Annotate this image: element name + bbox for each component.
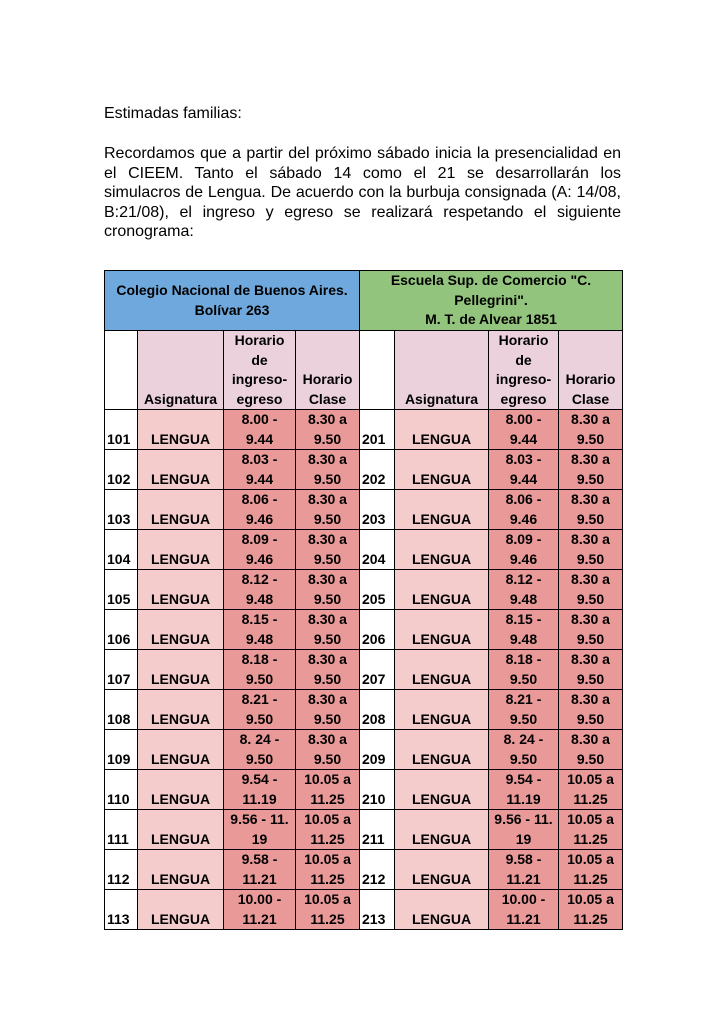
course-number-right: 207: [360, 650, 395, 690]
class-time-header-left: Horario Clase: [296, 331, 360, 410]
entry-time-cell-right: 8.12 - 9.48: [489, 570, 559, 610]
entry-time-cell-right: 8.06 - 9.46: [489, 490, 559, 530]
subject-cell-left: LENGUA: [138, 490, 224, 530]
class-time-cell-left: 8.30 a 9.50: [296, 410, 360, 450]
course-number-right: 202: [360, 450, 395, 490]
school-name-continued: Pellegrini".: [454, 291, 528, 308]
course-number-right: 210: [360, 770, 395, 810]
course-number-right: 213: [360, 890, 395, 930]
class-time-cell-right: 8.30 a 9.50: [559, 610, 623, 650]
number-header-right: [360, 331, 395, 410]
table-row: [105, 810, 623, 850]
course-number-left: 103: [105, 490, 138, 530]
greeting-text: Estimadas familias:: [104, 105, 242, 122]
subject-cell-left: LENGUA: [138, 450, 224, 490]
table-row: [105, 650, 623, 690]
table-row: [105, 490, 623, 530]
number-header-left: [105, 331, 138, 410]
table-row: [105, 530, 623, 570]
subject-cell-left: LENGUA: [138, 610, 224, 650]
subject-cell-left: LENGUA: [138, 530, 224, 570]
subject-cell-right: LENGUA: [395, 610, 489, 650]
subject-cell-left: LENGUA: [138, 810, 224, 850]
schedule-table: [104, 270, 623, 930]
subject-cell-left: LENGUA: [138, 650, 224, 690]
subject-cell-left: LENGUA: [138, 890, 224, 930]
course-number-right: 204: [360, 530, 395, 570]
school-address: Bolívar 263: [194, 301, 270, 318]
course-number-right: 206: [360, 610, 395, 650]
class-time-cell-left: 10.05 a 11.25: [296, 890, 360, 930]
course-number-left: 107: [105, 650, 138, 690]
course-number-left: 112: [105, 850, 138, 890]
course-number-left: 110: [105, 770, 138, 810]
subject-cell-right: LENGUA: [395, 810, 489, 850]
class-time-cell-left: 8.30 a 9.50: [296, 690, 360, 730]
subject-cell-left: LENGUA: [138, 570, 224, 610]
subject-cell-left: LENGUA: [138, 770, 224, 810]
subject-cell-right: LENGUA: [395, 730, 489, 770]
class-time-cell-left: 8.30 a 9.50: [296, 490, 360, 530]
class-time-cell-left: 8.30 a 9.50: [296, 570, 360, 610]
class-time-cell-left: 10.05 a 11.25: [296, 850, 360, 890]
subject-header-right: Asignatura: [395, 331, 489, 410]
subject-cell-right: LENGUA: [395, 770, 489, 810]
entry-time-cell-left: 8.06 - 9.46: [224, 490, 296, 530]
subject-header-left: Asignatura: [138, 331, 224, 410]
entry-time-cell-right: 9.54 - 11.19: [489, 770, 559, 810]
class-time-cell-right: 8.30 a 9.50: [559, 730, 623, 770]
class-time-cell-left: 10.05 a 11.25: [296, 810, 360, 850]
entry-time-cell-right: 8.18 - 9.50: [489, 650, 559, 690]
entry-time-cell-right: 8.00 - 9.44: [489, 410, 559, 450]
entry-time-cell-right: 8.09 - 9.46: [489, 530, 559, 570]
school-name: Escuela Sup. de Comercio "C.: [390, 272, 592, 289]
course-number-left: 104: [105, 530, 138, 570]
course-number-left: 101: [105, 410, 138, 450]
class-time-cell-right: 8.30 a 9.50: [559, 410, 623, 450]
course-number-right: 212: [360, 850, 395, 890]
school-header-cnba: [105, 271, 360, 331]
entry-time-cell-right: 8.21 - 9.50: [489, 690, 559, 730]
school-address: M. T. de Alvear 1851: [425, 311, 557, 328]
entry-time-cell-left: 9.56 - 11. 19: [224, 810, 296, 850]
class-time-cell-right: 10.05 a 11.25: [559, 850, 623, 890]
class-time-cell-left: 8.30 a 9.50: [296, 730, 360, 770]
entry-time-cell-right: 9.56 - 11. 19: [489, 810, 559, 850]
class-time-cell-right: 10.05 a 11.25: [559, 810, 623, 850]
subject-cell-right: LENGUA: [395, 650, 489, 690]
class-time-cell-right: 8.30 a 9.50: [559, 530, 623, 570]
entry-time-header-left: Horario de ingreso- egreso: [224, 331, 296, 410]
table-row: [105, 850, 623, 890]
course-number-right: 205: [360, 570, 395, 610]
subject-cell-left: LENGUA: [138, 730, 224, 770]
table-row: [105, 410, 623, 450]
entry-time-cell-left: 9.58 - 11.21: [224, 850, 296, 890]
entry-time-cell-left: 9.54 - 11.19: [224, 770, 296, 810]
class-time-cell-left: 8.30 a 9.50: [296, 530, 360, 570]
table-row: [105, 610, 623, 650]
class-time-cell-right: 8.30 a 9.50: [559, 570, 623, 610]
subject-cell-right: LENGUA: [395, 450, 489, 490]
class-time-cell-left: 8.30 a 9.50: [296, 450, 360, 490]
intro-paragraph: Recordamos que a partir del próximo sábado inicia la presencialidad en el CIEEM. Tanto el sábado 14 como el 21 se desarrollarán los simulacros de Lengua. De acuerdo con la burbuja consignada (A: 14/08, B:21/08), el ingreso y egreso se realizará respetando el siguiente cronograma:: [104, 145, 621, 240]
subject-cell-right: LENGUA: [395, 850, 489, 890]
entry-time-cell-left: 8.18 - 9.50: [224, 650, 296, 690]
course-number-right: 211: [360, 810, 395, 850]
class-time-cell-right: 8.30 a 9.50: [559, 490, 623, 530]
class-time-cell-right: 10.05 a 11.25: [559, 770, 623, 810]
entry-time-cell-right: 10.00 - 11.21: [489, 890, 559, 930]
entry-time-cell-left: 8.21 - 9.50: [224, 690, 296, 730]
subject-cell-right: LENGUA: [395, 530, 489, 570]
subject-cell-left: LENGUA: [138, 410, 224, 450]
entry-time-cell-right: 8.15 - 9.48: [489, 610, 559, 650]
school-header-pellegrini: [360, 271, 623, 331]
class-time-cell-right: 10.05 a 11.25: [559, 890, 623, 930]
entry-time-header-right: Horario de ingreso- egreso: [489, 331, 559, 410]
table-row: [105, 450, 623, 490]
entry-time-cell-right: 8.03 - 9.44: [489, 450, 559, 490]
course-number-right: 203: [360, 490, 395, 530]
course-number-right: 201: [360, 410, 395, 450]
schools-header-row: [105, 271, 623, 331]
entry-time-cell-left: 8.00 - 9.44: [224, 410, 296, 450]
entry-time-cell-right: 9.58 - 11.21: [489, 850, 559, 890]
subject-cell-right: LENGUA: [395, 490, 489, 530]
class-time-cell-left: 8.30 a 9.50: [296, 650, 360, 690]
table-row: [105, 690, 623, 730]
entry-time-cell-left: 8. 24 - 9.50: [224, 730, 296, 770]
subject-cell-left: LENGUA: [138, 850, 224, 890]
course-number-left: 102: [105, 450, 138, 490]
entry-time-cell-left: 8.12 - 9.48: [224, 570, 296, 610]
subject-cell-right: LENGUA: [395, 690, 489, 730]
class-time-cell-left: 8.30 a 9.50: [296, 610, 360, 650]
entry-time-cell-left: 8.03 - 9.44: [224, 450, 296, 490]
column-header-row: [105, 331, 623, 410]
subject-cell-right: LENGUA: [395, 890, 489, 930]
entry-time-cell-left: 10.00 - 11.21: [224, 890, 296, 930]
subject-cell-left: LENGUA: [138, 690, 224, 730]
table-row: [105, 770, 623, 810]
course-number-left: 109: [105, 730, 138, 770]
class-time-cell-left: 10.05 a 11.25: [296, 770, 360, 810]
subject-cell-right: LENGUA: [395, 410, 489, 450]
course-number-left: 108: [105, 690, 138, 730]
course-number-right: 208: [360, 690, 395, 730]
course-number-left: 106: [105, 610, 138, 650]
entry-time-cell-right: 8. 24 - 9.50: [489, 730, 559, 770]
course-number-right: 209: [360, 730, 395, 770]
entry-time-cell-left: 8.15 - 9.48: [224, 610, 296, 650]
school-name: Colegio Nacional de Buenos Aires.: [116, 282, 348, 298]
class-time-cell-right: 8.30 a 9.50: [559, 450, 623, 490]
subject-cell-right: LENGUA: [395, 570, 489, 610]
table-row: [105, 890, 623, 930]
class-time-header-right: Horario Clase: [559, 331, 623, 410]
class-time-cell-right: 8.30 a 9.50: [559, 650, 623, 690]
schedule-rows: [105, 410, 623, 930]
table-row: [105, 730, 623, 770]
table-row: [105, 570, 623, 610]
class-time-cell-right: 8.30 a 9.50: [559, 690, 623, 730]
course-number-left: 111: [105, 810, 138, 850]
course-number-left: 113: [105, 890, 138, 930]
entry-time-cell-left: 8.09 - 9.46: [224, 530, 296, 570]
course-number-left: 105: [105, 570, 138, 610]
